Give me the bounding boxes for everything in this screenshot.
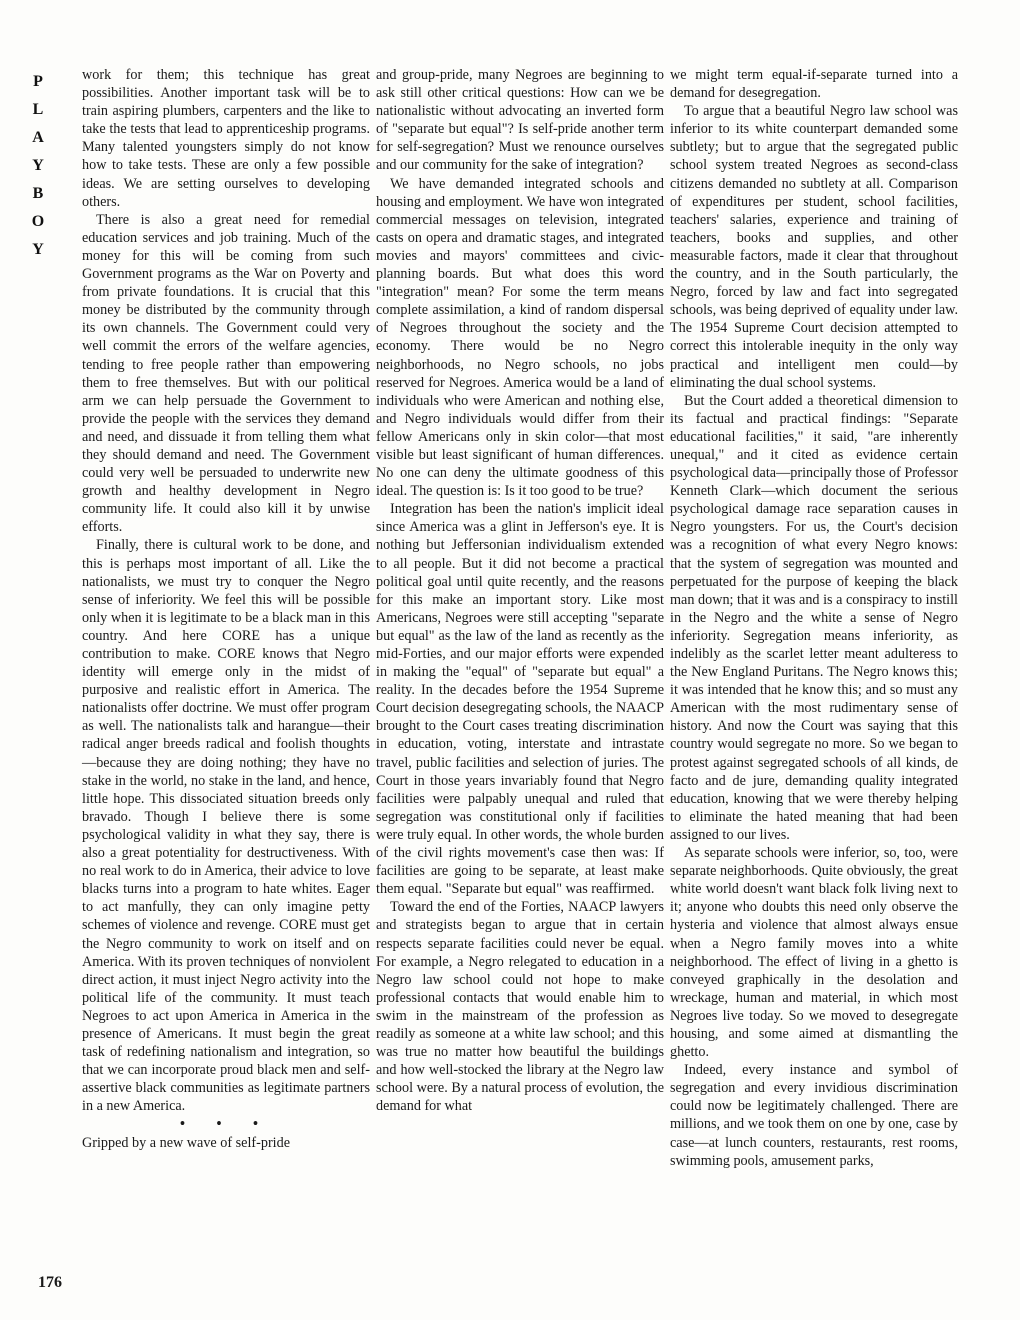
text-column-1	[82, 66, 370, 1152]
masthead-letter: Y	[32, 157, 46, 174]
paragraph: work for them; this technique has great possibilities. Another important task will be to train aspiring plumbers, carpenters and the like to take the tests that lead to apprenticeship programs. Many talented youngsters simply do not know how to take tests. These are only a few possible ideas. We are setting ourselves to developing others.	[82, 67, 370, 210]
paragraph: But the Court added a theoretical dimension to its factual and practical findings: "Separate educational facilities," it said, "are inherently unequal," and it cited as evidence certain psychological data—principally those of Professor Kenneth Clark—which document the serious psychological damage race separation causes in Negro youngsters. For us, the Court's decision was a recognition of what every Negro knows: that the system of segregation was mounted and perpetuated for the purpose of keeping the black man down; that it was and is a conspiracy to instill in the Negro and the white a sense of Negro inferiority. Segregation means inferiority, as indelibly as the scarlet letter meant adulteress to the New England Puritans. The Negro knows this; it was intended that he know this; and so must any American with the most rudimentary sense of history. And now the Court was saying that this country would segregate no more. So we began to protest against segregated schools of all kinds, de facto and de jure, demanding quality integrated education, knowing that we were thereby helping to eliminate the hated meaning that had been assigned to our lives.	[670, 392, 958, 843]
paragraph: Toward the end of the Forties, NAACP lawyers and strategists began to argue that in certain respects separate facilities could never be equal. For example, a Negro relegated to education in a Negro law school could not hope to make professional contacts that would enable him to swim in the mainstream of the profession as readily as someone at a white law school; and this was true no matter how beautiful the buildings and how well-stocked the library at the Negro law school were. By a natural process of evolution, the demand for what	[376, 899, 664, 1115]
text-column-2	[376, 66, 664, 1115]
masthead-letter: A	[32, 129, 46, 146]
section-separator: • • •	[180, 1116, 272, 1133]
masthead-letter: P	[33, 73, 45, 90]
paragraph: and group-pride, many Negroes are beginning to ask still other critical questions: How can we be nationalistic without advocating an inverted form of "separate but equal"? Is self-pride another term for self-segregation? Must we renounce ourselves and our community for the sake of integration?	[376, 67, 664, 174]
masthead-letter: Y	[32, 241, 46, 258]
masthead-letter: L	[32, 101, 46, 118]
paragraph: To argue that a beautiful Negro law school was inferior to its white counterpart demanded some subtlety; but to argue that the segregated public school system treated Negroes as second-class citizens demanded no subtlety at all. Comparison of expenditures per student, school facilities, teachers' salaries, experience and training of teachers, books and supplies, and other measurable factors, made it clear that throughout the country, and in the South particularly, the Negro, forced by law and fact into segregated schools, was being deprived of equality under law. The 1954 Supreme Court decision attempted to correct this intolerable inequity in the only way practical and intelligent men could—by eliminating the dual school systems.	[670, 103, 958, 391]
masthead-letter: B	[32, 185, 46, 202]
paragraph: Gripped by a new wave of self-pride	[82, 1134, 291, 1151]
paragraph: Finally, there is cultural work to be done, and this is perhaps most important of all. Like the nationalists, we must try to conquer the Negro sense of inferiority. We feel this will be possible only when it is legitimate to be a black man in this country. And here CORE has a unique contribution to make. CORE knows that Negro identity will emerge only in the midst of purposive and realistic effort in America. The nationalists offer doctrine. We must offer program as well. The nationalists talk and harangue—their radical anger breeds radical and foolish thoughts—because they are doing nothing; they have no stake in the world, no stake in the land, and hence, little hope. This dissociated situation breeds only bravado. Though I believe there is some psychological validity in what they say, there is also a great potentiality for destructiveness. With no real work to do in America, their advice to love blacks turns into a program to hate whites. Eager to act manfully, they can only imagine petty schemes of violence and revenge. CORE must get the Negro community to work on itself and on America. With its proven techniques of nonviolent direct action, it must inject Negro activity into the political life of the community. It must teach Negroes to act upon America in America in the presence of Americans. It must begin the great task of redefining nationalism and integration, so that we can incorporate proud black men and self-assertive black communities as legitimate partners in a new America.	[82, 537, 370, 1115]
masthead-letter: O	[31, 213, 47, 230]
paragraph: As separate schools were inferior, so, too, were separate neighborhoods. Quite obviously, the great white world doesn't want black folk living next to it; anyone who doubts this need only observe the hysteria and violence that almost always ensue when a Negro family moves into a white neighborhood. The effect of living in a ghetto is conveyed graphically in the desolation and wreckage, human and material, in which most Negroes live today. So we moved to desegregate housing, and some aimed at dismantling the ghetto.	[670, 845, 958, 1061]
magazine-masthead	[30, 68, 48, 264]
paragraph: Indeed, every instance and symbol of segregation and every invidious discrimination could now be legitimately challenged. There are millions, and we took them on one by one, case by case—at lunch counters, restaurants, rest rooms, swimming pools, amusement parks,	[670, 1062, 958, 1169]
paragraph: Integration has been the nation's implicit ideal since America was a glint in Jefferson's eye. It is nothing but Jeffersonian individualism extended to all people. But it did not become a practical political goal until quite recently, and the reasons for this make an important story. Like most Americans, Negroes were still accepting "separate but equal" as the law of the land as recently as the mid-Forties, and our major efforts were expended in making the "equal" of "separate but equal" a reality. In the decades before the 1954 Supreme Court decision desegregating schools, the NAACP brought to the Court cases treating discrimination in education, voting, interstate and intrastate travel, public facilities and selection of juries. The Court in those years invariably found that Negro facilities were palpably unequal and ruled that segregation was constitutional only if facilities were truly equal. In other words, the whole burden of the civil rights movement's case then was: If facilities are going to be separate, at least make them equal. "Separate but equal" was reaffirmed.	[376, 501, 664, 898]
text-column-3	[670, 66, 958, 1170]
page-number: 176	[38, 1274, 62, 1291]
paragraph: we might term equal-if-separate turned into a demand for desegregation.	[670, 67, 958, 102]
paragraph: We have demanded integrated schools and housing and employment. We have won integrated commercial messages on television, integrated casts on opera and dramatic stages, and integrated movies and mayors' committees and civic-planning boards. But what does this word "integration" mean? For some the term means complete assimilation, a kind of random dispersal of Negroes throughout the society and the economy. There would be no Negro neighborhoods, no Negro schools, no jobs reserved for Negroes. America would be a land of individuals who were American and nothing else, and Negro individuals would differ from their fellow Americans only in skin color—that most visible but least significant of human differences. No one can deny the ultimate goodness of this ideal. The question is: Is it too good to be true?	[376, 175, 664, 500]
paragraph: There is also a great need for remedial education services and job training. Much of the money for this will be coming from such Government programs as the War on Poverty and from private foundations. It is crucial that this money be distributed by the community through its own channels. The Government could very well commit the errors of the welfare agencies, tending to free people rather than empowering them to free themselves. But with our political arm we can help persuade the Government to provide the people with the services they demand and need, and dissuade it from telling them what they should demand and need. The Government could very well be persuaded to underwrite new growth and healthy development in Negro community life. It could also kill it by unwise efforts.	[82, 211, 370, 536]
